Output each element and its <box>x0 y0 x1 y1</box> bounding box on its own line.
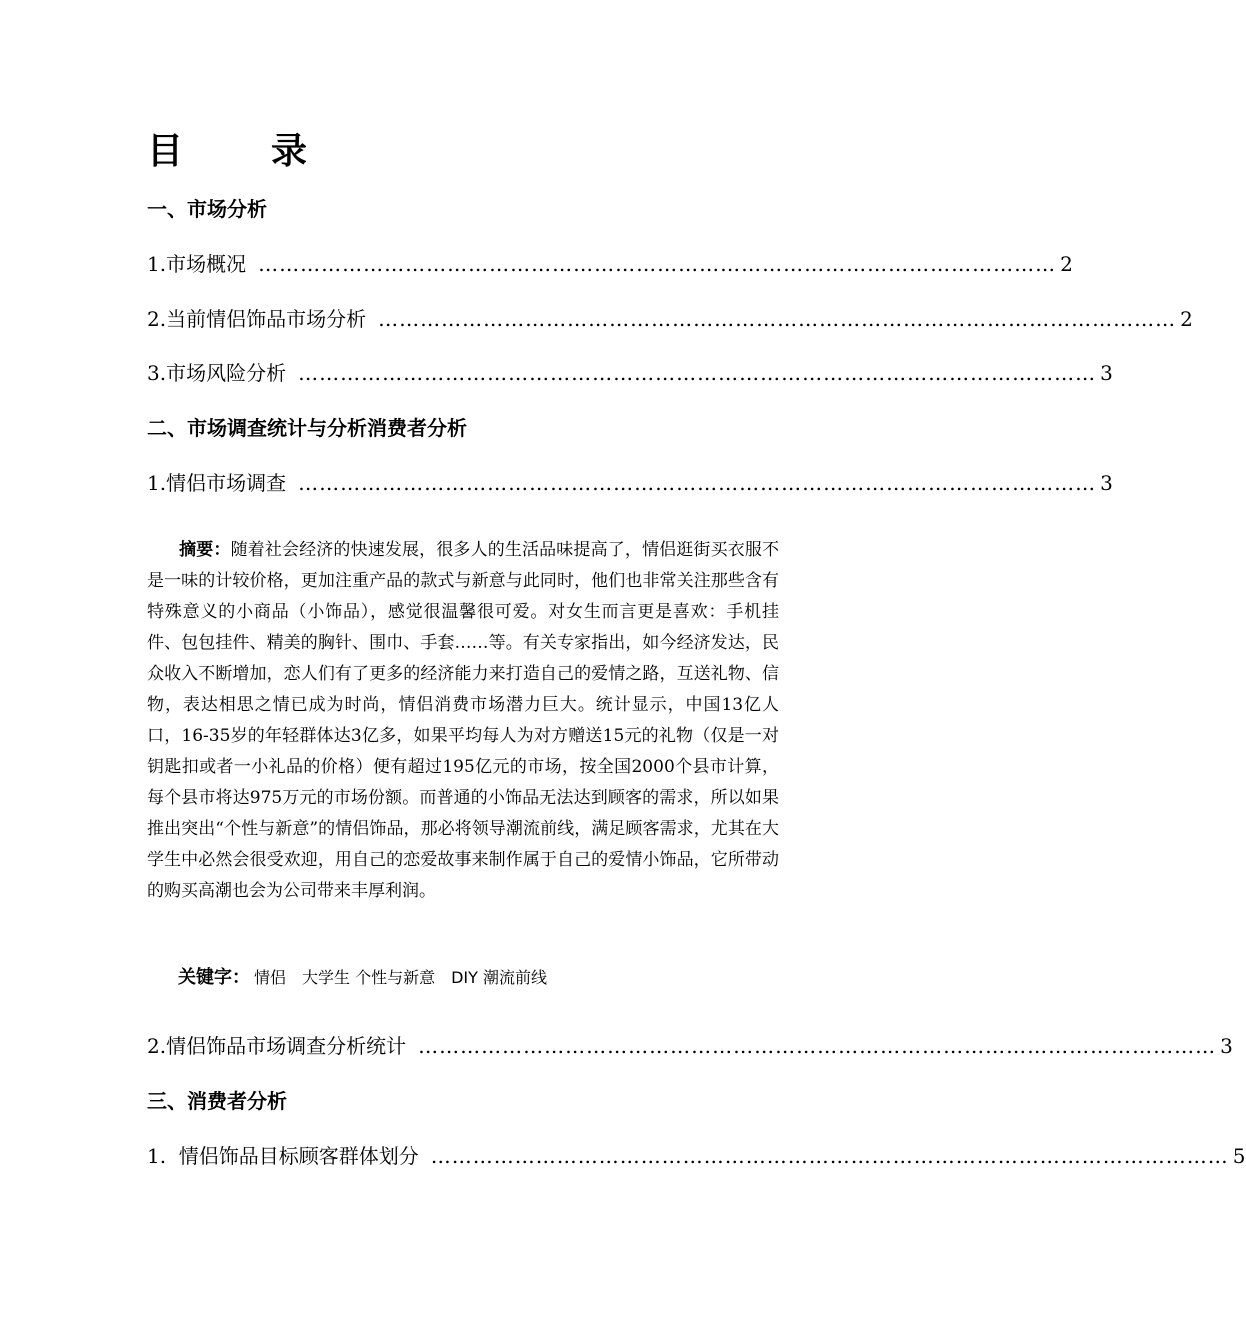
section-heading-market-survey: 二、市场调查统计与分析消费者分析 <box>147 416 467 440</box>
toc-entry[interactable] <box>147 1032 1233 1060</box>
page-title: 目 录 <box>147 131 334 172</box>
keywords-value: 情侣 大学生 个性与新意 DIY 潮流前线 <box>254 968 547 987</box>
abstract-text: 随着社会经济的快速发展，很多人的生活品味提高了，情侣逛街买衣服不是一味的计较价格，更加注重产品的款式与新意与此同时，他们也非常关注那些含有特殊意义的小商品（小饰品），感觉很温馨很可爱。对女生而言更是喜欢：手机挂件、包包挂件、精美的胸针、围巾、手套……等。有关专家指出，如今经济发达，民众收入不断增加，恋人们有了更多的经济能力来打造自己的爱情之路，互送礼物、信物，表达相思之情已成为时尚，情侣消费市场潜力巨大。统计显示，中国13亿人口，16-35岁的年轻群体达3亿多，如果平均每人为对方赠送15元的礼物（仅是一对钥匙扣或者一小礼品的价格）便有超过195亿元的市场，按全国2000个县市计算，每个县市将达975万元的市场份额。而普通的小饰品无法达到顾客的需求，所以如果推出突出“个性与新意”的情侣饰品，那必将领导潮流前线，满足顾客需求，尤其在大学生中必然会很受欢迎，用自己的恋爱故事来制作属于自己的爱情小饰品，它所带动的购买高潮也会为公司带来丰厚利润。 <box>147 540 780 901</box>
toc-entry[interactable] <box>147 305 1193 333</box>
toc-entry-label: 3.市场风险分析 <box>147 361 287 385</box>
toc-entry-page: 3 <box>1100 361 1113 385</box>
toc-entry-page: 2 <box>1060 252 1073 276</box>
keywords-label: 关键字： <box>178 967 250 988</box>
dot-leader: …………………………………………………………………………………………………… <box>378 307 1177 331</box>
toc-entry-page: 5 <box>1232 1144 1246 1168</box>
toc-entry-page: 3 <box>1100 471 1113 495</box>
abstract-label: 摘要： <box>179 540 231 560</box>
toc-entry[interactable] <box>147 469 1113 497</box>
toc-entry[interactable] <box>147 359 1113 387</box>
dot-leader: …………………………………………………………………………………………………… <box>418 1034 1217 1058</box>
toc-entry-label: 1.市场概况 <box>147 252 247 276</box>
toc-entry[interactable] <box>147 1142 1246 1170</box>
toc-entry-label: 2.情侣饰品市场调查分析统计 <box>147 1034 407 1058</box>
toc-entry-label: 1. 情侣饰品目标顾客群体划分 <box>147 1144 419 1168</box>
dot-leader: …………………………………………………………………………………………………… <box>298 361 1097 385</box>
dot-leader: …………………………………………………………………………………………………… <box>298 471 1097 495</box>
keywords <box>178 963 778 993</box>
toc-entry-label: 2.当前情侣饰品市场分析 <box>147 307 367 331</box>
abstract <box>147 535 779 907</box>
section-heading-consumer-analysis: 三、消费者分析 <box>147 1089 287 1113</box>
section-heading-market-analysis: 一、市场分析 <box>147 197 267 221</box>
toc-entry-label: 1.情侣市场调查 <box>147 471 287 495</box>
toc-entry-page: 2 <box>1180 307 1193 331</box>
dot-leader: …………………………………………………………………………………………………… <box>430 1144 1229 1168</box>
dot-leader: …………………………………………………………………………………………………… <box>258 252 1057 276</box>
toc-entry[interactable] <box>147 250 1073 278</box>
toc-entry-page: 3 <box>1220 1034 1233 1058</box>
